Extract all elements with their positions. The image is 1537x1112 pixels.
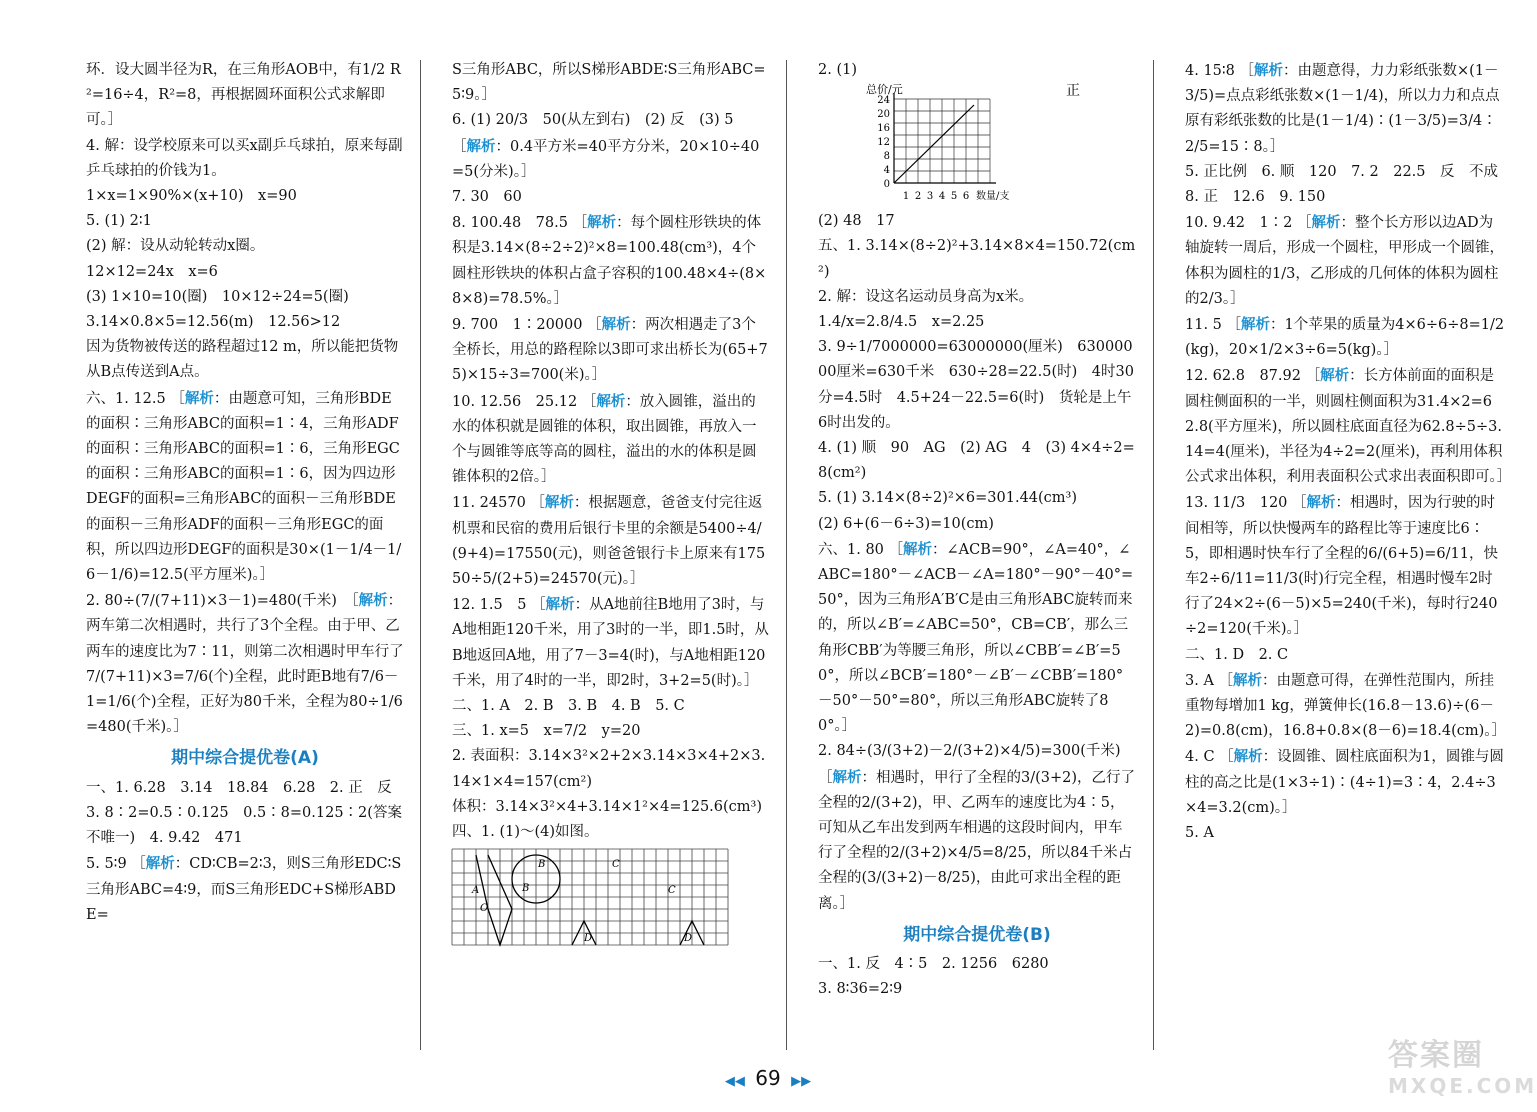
answer-item: 12. 1.5 5 ［解析：从A地前往B地用了3时，与A地相距120千米，用了3时的一半，即1.5时，从B地返回A地，用了7－3=4(时)，与A地相距120千米，用了4时的一半，即2时，3+2=5(时)。］ xyxy=(452,596,769,689)
svg-text:O: O xyxy=(480,903,489,915)
x-tick: 4 xyxy=(938,191,946,203)
answer-item: 5. 5∶9 ［解析：CD∶CB=2∶3，则S三角形EDC∶S三角形ABC=4∶9，而S三角形EDC+S梯形ABDE= xyxy=(86,855,402,923)
answer-item: 6. (1) 20/3 50(从左到右) (2) 反 (3) 5 xyxy=(452,112,734,129)
answer-item: 六、1. 80 ［解析：∠ACB=90°，∠A=40°，∠ABC=180°－∠ACB－∠A=180°－90°－40°=50°，因为三角形A′B′C是由三角形ABC旋转而来的，所以∠B′=∠ABC=50°，CB=CB′，那么三角形CBB′为等腰三角形，所以∠CBB′=∠B′=50°，所以∠BCB′=180°－∠B′－∠CBB′=180°－50°－50°=80°，所以三角形ABC旋转了80°。］ xyxy=(818,540,1134,735)
answer-item: 体积：3.14×3²×4+3.14×1²×4=125.6(cm³) xyxy=(452,798,763,815)
graph-note: 正 xyxy=(1066,83,1080,100)
y-tick: 0 xyxy=(883,179,890,191)
answer-item: 5. A xyxy=(1185,825,1214,842)
column-3 xyxy=(818,58,1136,1058)
svg-text:B: B xyxy=(538,859,546,871)
answer-item: 因为货物被传送的路程超过12 m，所以能把货物从B点传送到A点。 xyxy=(86,339,399,381)
answer-item: 8. 100.48 78.5 ［解析：每个圆柱形铁块的体积是3.14×(8÷2÷2)²×8=100.48(cm³)，4个圆柱形铁块的体积占盒子容积的100.48×4÷(8×8×8)=78.5%。］ xyxy=(452,214,767,307)
answer-item: 11. 24570 ［解析：根据题意，爸爸支付完往返机票和民宿的费用后银行卡里的余额是5400÷4/(9+4)=17550(元)，则爸爸银行卡上原来有17550÷5/(2+5)=24570(元)。］ xyxy=(452,494,766,588)
svg-text:C: C xyxy=(668,885,676,897)
analysis-tag: 解析 xyxy=(1320,367,1350,385)
answer-item: (3) 1×10=10(圈) 10×12÷24=5(圈) xyxy=(86,288,349,305)
column-divider-1 xyxy=(420,60,421,1050)
answer-item: 3. 8∶36=2∶9 xyxy=(818,981,903,998)
watermark-line1: 答案圈 xyxy=(1388,1038,1484,1073)
column-4 xyxy=(1185,58,1513,1058)
svg-text:D: D xyxy=(584,933,593,945)
answer-item: 二、1. D 2. C xyxy=(1185,646,1289,663)
price-quantity-graph xyxy=(856,85,1106,207)
answer-item: 2. 解：设这名运动员身高为x米。 xyxy=(818,288,1034,305)
analysis-tag: 解析 xyxy=(545,596,575,614)
analysis-tag: 解析 xyxy=(1233,748,1263,766)
answer-item: 11. 5 ［解析：1个苹果的质量为4×6÷6÷8=1/2(kg)，20×1/2×3÷6=5(kg)。］ xyxy=(1185,316,1505,359)
answer-item: 9. 700 1∶20000 ［解析：两次相遇走了3个全桥长，用总的路程除以3即可求出桥长为(65+75)×15÷3=700(米)。］ xyxy=(452,316,768,384)
section-heading-b: 期中综合提优卷(B) xyxy=(903,924,1051,945)
answer-item: 3. 8∶2=0.5∶0.125 0.5∶8=0.125∶2(答案不唯一) 4. 9.42 471 xyxy=(86,804,402,847)
answer-item: 环．设大圆半径为R，在三角形AOB中，有1/2 R²=16÷4，R²=8，再根据圆环面积公式求解即可。］ xyxy=(86,62,401,129)
answer-item: 4. (1) 顺 90 AG (2) AG 4 (3) 4×4÷2=8(cm²) xyxy=(818,440,1135,482)
answer-item: (2) 6+(6－6÷3)=10(cm) xyxy=(818,515,994,532)
answer-item: 4. 15∶8 ［解析：由题意得，力力彩纸张数×(1－3/5)=点点彩纸张数×(1－1/4)，所以力力和点点原有彩纸张数的比是(1－1/4)∶(1－3/5)=3/4∶2/5=15∶8。］ xyxy=(1185,62,1500,155)
analysis-tag: 解析 xyxy=(466,137,496,155)
answer-item: 四、1. (1)～(4)如图。 xyxy=(452,824,599,841)
x-tick: 3 xyxy=(926,191,934,203)
svg-text:D: D xyxy=(684,933,693,945)
y-tick: 4 xyxy=(883,165,890,177)
y-tick: 8 xyxy=(883,151,890,163)
analysis-tag: 解析 xyxy=(145,855,175,873)
answer-item: 2. (1) xyxy=(818,62,857,78)
answer-item: 六、1. 12.5 ［解析：由题意可知，三角形BDE的面积∶三角形ABC的面积=1∶4，三角形ADF的面积∶三角形ABC的面积=1∶6，三角形EGC的面积∶三角形ABC的面积=1∶6，因为四边形DEGF的面积=三角形ABC的面积－三角形BDE的面积－三角形ADF的面积－三角形EGC的面积，所以四边形DEGF的面积是30×(1－1/4－1/6－1/6)=12.5(平方厘米)。］ xyxy=(86,389,402,584)
answer-item: 13. 11/3 120 ［解析：相遇时，因为行驶的时间相等，所以快慢两车的路程比等于速度比6∶5，即相遇时快车行了全程的6/(6+5)=6/11，快车2÷6/11=11/3(时)行完全程，相遇时慢车2时行了24×2÷(6－5)×5=240(千米)，每时行240÷2=120(千米)。］ xyxy=(1185,494,1498,638)
section-heading-a: 期中综合提优卷(A) xyxy=(171,748,319,769)
watermark-line2: MXQE.COM xyxy=(1388,1074,1537,1098)
y-tick: 24 xyxy=(877,95,890,107)
analysis-tag: 解析 xyxy=(596,392,626,410)
answer-item: 2. 80÷(7/(7+11)×3－1)=480(千米) ［解析：两车第二次相遇时，共行了3个全程。由于甲、乙两车的速度比为7∶11，则第二次相遇时甲车行了7/(7+11)×3=7/6(个)全程，此时距B地有7/6－1=1/6(个)全程，正好为80千米，全程为80÷1/6=480(千米)。］ xyxy=(86,592,404,736)
analysis-tag: 解析 xyxy=(1306,494,1336,512)
next-arrows-icon: ▶▶ xyxy=(791,1074,812,1089)
answer-item: 10. 12.56 25.12 ［解析：放入圆锥，溢出的水的体积就是圆锥的体积，取出圆锥，再放入一个与圆锥等底等高的圆柱，溢出的水的体积是圆锥体积的2倍。］ xyxy=(452,392,757,486)
column-1 xyxy=(86,58,404,1058)
answer-item: 5. (1) 3.14×(8÷2)²×6=301.44(cm³) xyxy=(818,490,1078,507)
answer-item: 1×x=1×90%×(x+10) x=90 xyxy=(86,188,297,205)
graph-ylabel: 总价/元 xyxy=(866,83,903,97)
analysis-tag: 解析 xyxy=(544,494,574,512)
answer-item: 10. 9.42 1∶2 ［解析：整个长方形以边AD为轴旋转一周后，形成一个圆柱，甲形成一个圆锥，体积为圆柱的1/3，乙形成的几何体的体积为圆柱的2/3。］ xyxy=(1185,214,1504,307)
answer-item: ［解析：0.4平方米=40平方分米，20×10÷40=5(分米)。］ xyxy=(452,137,760,180)
answer-item: 3. 9÷1/7000000=63000000(厘米) 63000000厘米=630千米 630÷28=22.5(时) 4时30分=4.5时 4.5+24－22.5=6(时) 货轮是上午6时出发的。 xyxy=(818,339,1134,431)
answer-item: 五、1. 3.14×(8÷2)²+3.14×8×4=150.72(cm²) xyxy=(818,238,1136,280)
svg-text:A: A xyxy=(472,885,480,897)
svg-text:B: B xyxy=(522,883,530,895)
answer-item: 7. 30 60 xyxy=(452,189,522,206)
answer-item: 三、1. x=5 x=7/2 y=20 xyxy=(452,723,641,740)
x-tick: 5 xyxy=(950,191,958,203)
answer-item: S三角形ABC，所以S梯形ABDE∶S三角形ABC=5∶9。］ xyxy=(452,62,766,104)
column-divider-3 xyxy=(1153,60,1154,1050)
answer-item: (2) 解：设从动轮转动x圈。 xyxy=(86,238,265,255)
x-tick: 1 xyxy=(902,191,910,203)
page-number: 69 xyxy=(755,1066,781,1090)
x-tick: 2 xyxy=(914,191,922,203)
svg-text:C: C xyxy=(612,859,620,871)
answer-item: 一、1. 反 4∶5 2. 1256 6280 xyxy=(818,956,1049,973)
answer-item: 3. A ［解析：由题意可得，在弹性范围内，所挂重物每增加1 kg，弹簧伸长(16.8－13.6)÷(6－2)=0.8(cm)，16.8+0.8×(8－6)=18.4(cm)。］ xyxy=(1185,671,1507,740)
analysis-tag: 解析 xyxy=(587,214,617,232)
column-2 xyxy=(452,58,770,1058)
analysis-tag: 解析 xyxy=(184,389,214,407)
y-tick: 12 xyxy=(877,137,890,149)
answer-item: 一、1. 6.28 3.14 18.84 6.28 2. 正 反 xyxy=(86,779,392,796)
analysis-tag: 解析 xyxy=(1254,62,1284,79)
rotation-grid-figure xyxy=(452,849,732,949)
analysis-tag: 解析 xyxy=(1241,316,1271,334)
answer-item: 5. (1) 2∶1 xyxy=(86,213,152,230)
analysis-tag: 解析 xyxy=(601,316,631,334)
answer-item: 4. C ［解析：设圆锥、圆柱底面积为1，圆锥与圆柱的高之比是(1×3÷1)∶(4÷1)=3∶4，2.4÷3×4=3.2(cm)。］ xyxy=(1185,748,1504,816)
analysis-tag: 解析 xyxy=(1233,671,1263,689)
prev-arrows-icon: ◀◀ xyxy=(724,1074,745,1089)
answer-item: 12×12=24x x=6 xyxy=(86,263,218,280)
analysis-tag: 解析 xyxy=(832,768,862,786)
analysis-tag: 解析 xyxy=(903,540,933,558)
answer-item: 2. 84÷(3/(3+2)－2/(3+2)×4/5)=300(千米) ［解析：相遇时，甲行了全程的3/(3+2)，乙行了全程的2/(3+2)，甲、乙两车的速度比为4∶5，可知从乙车出发到两车相遇的这段时间内，甲车行了全程的2/(3+2)×4/5=8/25，所以84千米占全程的(3/(3+2)－8/25)，由此可求出全程的距离。］ xyxy=(818,743,1136,912)
y-tick: 20 xyxy=(877,109,890,121)
graph-xlabel: 数量/支 xyxy=(976,191,1010,203)
analysis-tag: 解析 xyxy=(1311,214,1341,232)
answer-item: 二、1. A 2. B 3. B 4. B 5. C xyxy=(452,698,685,715)
answer-item: 4. 解：设学校原来可以买x副乒乓球拍，原来每副乒乓球拍的价钱为1。 xyxy=(86,137,403,179)
answer-item: 1.4/x=2.8/4.5 x=2.25 xyxy=(818,314,985,331)
watermark-logo xyxy=(1388,1030,1537,1100)
page-footer xyxy=(0,1066,1536,1090)
column-divider-2 xyxy=(786,60,787,1050)
answer-item: 12. 62.8 87.92 ［解析：长方体前面的面积是圆柱侧面积的一半，则圆柱侧面积为31.4×2=62.8(平方厘米)，所以圆柱底面直径为62.8÷5÷3.14=4(厘米)，半径为4÷2=2(厘米)，再利用体积公式求出体积，利用表面积公式求出表面积即可。］ xyxy=(1185,367,1512,486)
answer-item: 2. 表面积：3.14×3²×2+2×3.14×3×4+2×3.14×1×4=157(cm²) xyxy=(452,748,766,790)
answer-item: 5. 正比例 6. 顺 120 7. 2 22.5 反 不成 8. 正 12.6 9. 150 xyxy=(1185,163,1513,206)
x-tick: 6 xyxy=(962,191,970,203)
answer-item: (2) 48 17 xyxy=(818,213,895,230)
y-tick: 16 xyxy=(877,123,890,135)
analysis-tag: 解析 xyxy=(358,592,388,610)
answer-item: 3.14×0.8×5=12.56(m) 12.56>12 xyxy=(86,314,341,331)
